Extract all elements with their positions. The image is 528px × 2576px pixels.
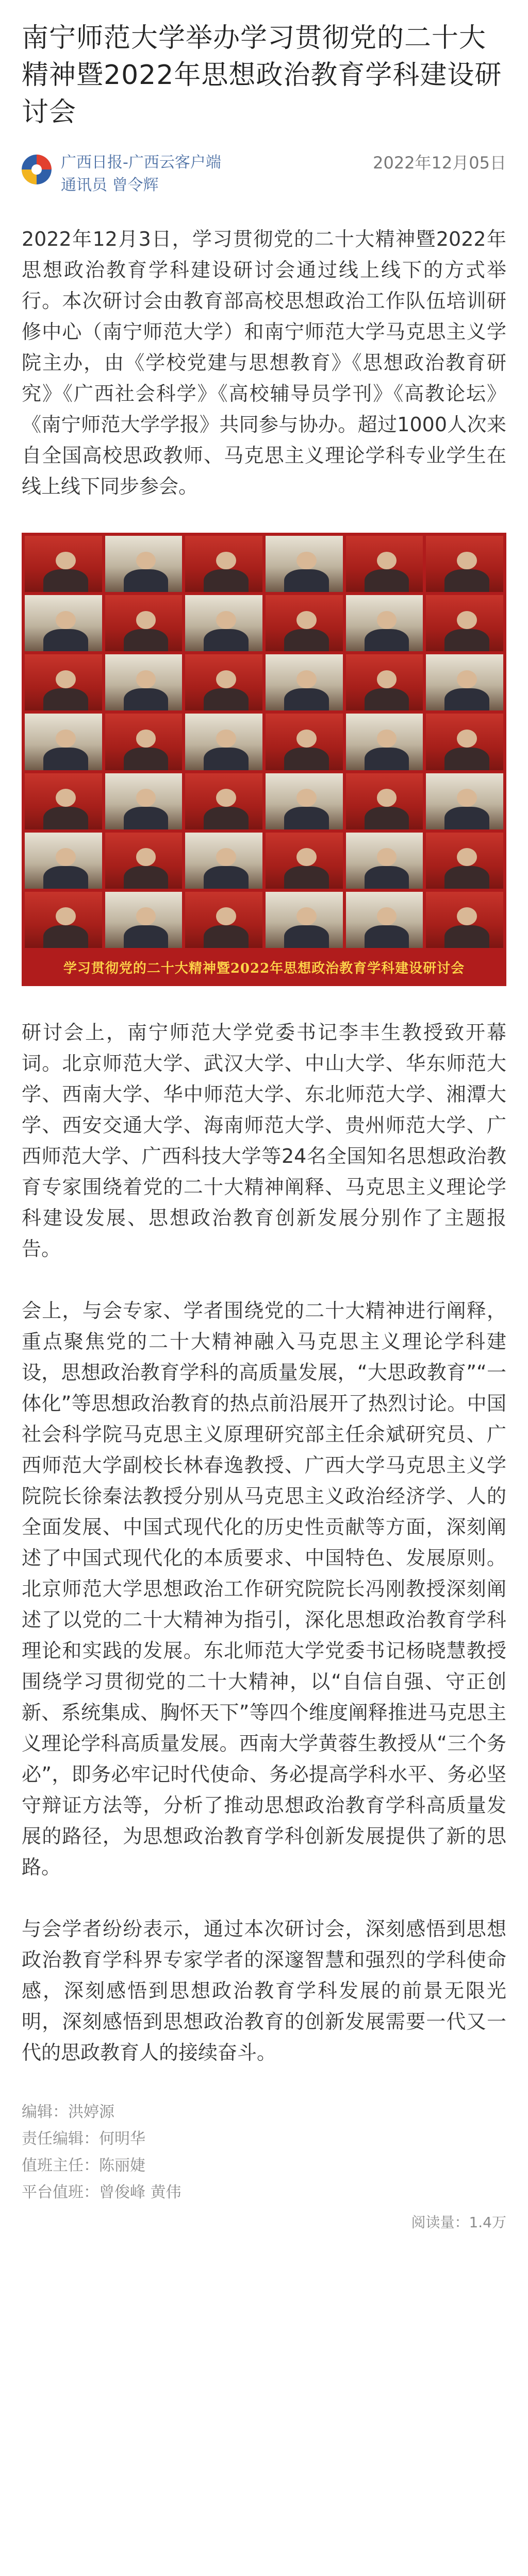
- participant-tile: [105, 536, 183, 592]
- participant-tile: [346, 833, 423, 889]
- participant-tile: [346, 595, 423, 651]
- participant-tile: [426, 892, 503, 948]
- participant-tile: [25, 654, 102, 710]
- participant-tile: [426, 773, 503, 829]
- article-meta: [22, 151, 506, 203]
- participant-tile: [185, 892, 262, 948]
- credit-chief-on-duty: 值班主任：陈丽婕: [22, 2157, 145, 2175]
- participant-tile: [185, 654, 262, 710]
- participant-tile: [346, 773, 423, 829]
- source-logo-icon[interactable]: [22, 155, 52, 184]
- credit-platform-on-duty: 平台值班：曾俊峰 黄伟: [22, 2183, 182, 2201]
- source-link[interactable]: 广西日报-广西云客户端: [61, 154, 221, 172]
- participant-tile: [426, 833, 503, 889]
- event-photo-container: [22, 533, 506, 986]
- participant-tile: [266, 714, 343, 770]
- participant-tile: [25, 892, 102, 948]
- participant-tile: [185, 536, 262, 592]
- participant-tile: [266, 833, 343, 889]
- participant-tile: [346, 892, 423, 948]
- photo-banner-text: 学习贯彻党的二十大精神暨2022年思想政治教育学科建设研讨会: [63, 961, 465, 976]
- participant-tile: [185, 833, 262, 889]
- participant-tile: [346, 654, 423, 710]
- meta-text: [61, 151, 506, 197]
- participant-tile: [266, 595, 343, 651]
- participant-tile: [25, 714, 102, 770]
- participant-tile: [185, 773, 262, 829]
- credit-responsible-editor: 责任编辑：何明华: [22, 2130, 145, 2148]
- video-conference-grid: [25, 536, 503, 948]
- meta-line: [61, 151, 506, 174]
- credit-editor: 编辑：洪婷源: [22, 2103, 114, 2121]
- participant-tile: [426, 654, 503, 710]
- participant-tile: [426, 714, 503, 770]
- reporter-link[interactable]: 通讯员 曾令辉: [61, 176, 159, 194]
- participant-tile: [266, 654, 343, 710]
- participant-tile: [25, 536, 102, 592]
- participant-tile: [266, 773, 343, 829]
- participant-tile: [25, 773, 102, 829]
- article-paragraph-2: 研讨会上，南宁师范大学党委书记李丰生教授致开幕词。北京师范大学、武汉大学、中山大学、华东师范大学、西南大学、华中师范大学、东北师范大学、湘潭大学、西安交通大学、海南师范大学、贵州师范大学、广西师范大学、广西科技大学等24名全国知名思想政治教育专家围绕着党的二十大精神阐释、马克思主义理论学科建设发展、思想政治教育创新发展分别作了主题报告。: [22, 1021, 506, 1260]
- participant-tile: [185, 595, 262, 651]
- participant-tile: [426, 536, 503, 592]
- participant-tile: [105, 654, 183, 710]
- event-photo[interactable]: [22, 533, 506, 986]
- article-paragraph-1: 2022年12月3日，学习贯彻党的二十大精神暨2022年思想政治教育学科建设研讨会通过线上线下的方式举行。本次研讨会由教育部高校思想政治工作队伍培训研修中心（南宁师范大学）和南宁师范大学马克思主义学院主办，由《学校党建与思想教育》《思想政治教育研究》《广西社会科学》《高校辅导员学刊》《高教论坛》《南宁师范大学学报》共同参与协办。超过1000人次来自全国高校思政教师、马克思主义理论学科专业学生在线上线下同步参会。: [22, 228, 506, 498]
- participant-tile: [105, 595, 183, 651]
- participant-tile: [266, 892, 343, 948]
- participant-tile: [266, 536, 343, 592]
- editor-credits: [22, 2099, 506, 2206]
- participant-tile: [426, 595, 503, 651]
- article-paragraph-3: 会上，与会专家、学者围绕党的二十大精神进行阐释，重点聚焦党的二十大精神融入马克思主义理论学科建设，思想政治教育学科的高质量发展，“大思政教育”“一体化”等思想政治教育的热点前沿展开了热烈讨论。中国社会科学院马克思主义原理研究部主任余斌研究员、广西师范大学副校长林春逸教授、广西大学马克思主义学院院长徐秦法教授分别从马克思主义政治经济学、人的全面发展、中国式现代化的历史性贡献等方面，深刻阐述了中国式现代化的本质要求、中国特色、发展原则。北京师范大学思想政治工作研究院院长冯刚教授深刻阐述了以党的二十大精神为指引，深化思想政治教育学科理论和实践的发展。东北师范大学党委书记杨晓慧教授围绕学习贯彻党的二十大精神，以“自信自强、守正创新、系统集成、胸怀天下”等四个维度阐释推进马克思主义理论学科高质量发展。西南大学黄蓉生教授从“三个务必”，即务必牢记时代使命、务必提高学科水平、务必坚守辩证方法等，分析了推动思想政治教育学科高质量发展的路径，为思想政治教育学科创新发展提供了新的思路。: [22, 1299, 506, 1878]
- read-count: 阅读量：1.4万: [411, 2214, 506, 2231]
- publish-date: 2022年12月05日: [373, 153, 506, 173]
- participant-tile: [346, 536, 423, 592]
- article-paragraph-4: 与会学者纷纷表示，通过本次研讨会，深刻感悟到思想政治教育学科界专家学者的深邃智慧和强烈的学科使命感，深刻感悟到思想政治教育学科发展的前景无限光明，深刻感悟到思想政治教育的创新发展需要一代又一代的思政教育人的接续奋斗。: [22, 1918, 506, 2064]
- participant-tile: [105, 892, 183, 948]
- participant-tile: [105, 773, 183, 829]
- participant-tile: [105, 714, 183, 770]
- participant-tile: [25, 833, 102, 889]
- article-title: 南宁师范大学举办学习贯彻党的二十大精神暨2022年思想政治教育学科建设研讨会: [22, 23, 502, 128]
- participant-tile: [185, 714, 262, 770]
- participant-tile: [25, 595, 102, 651]
- participant-tile: [105, 833, 183, 889]
- participant-tile: [346, 714, 423, 770]
